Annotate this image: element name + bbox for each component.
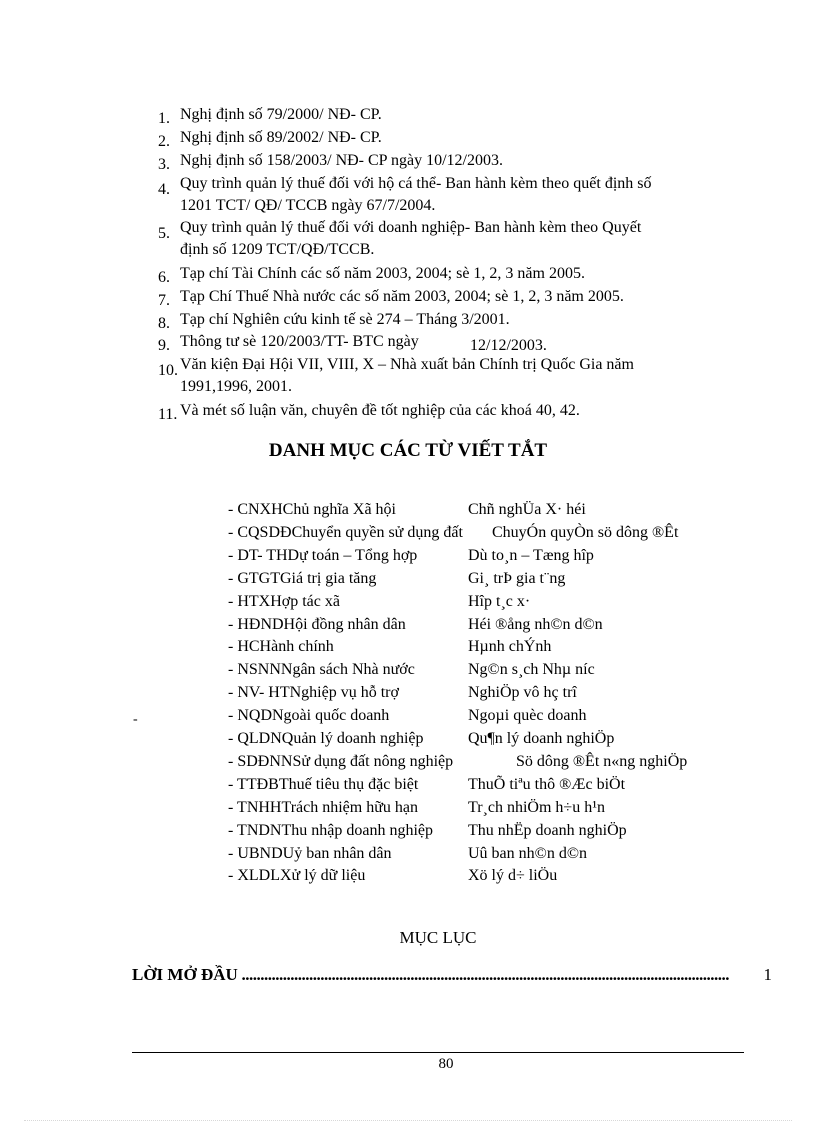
reference-number: 4. [158,181,170,198]
toc-entry[interactable] [132,965,772,985]
abbreviation-full: - TNHHTrách nhiệm hữu hạn [228,798,418,816]
toc-entry-label: LỜI MỞ ĐẦU [132,965,238,984]
toc-entry-page: 1 [763,965,772,984]
page-bottom-border [24,1120,792,1121]
reference-number: 11. [158,406,178,423]
reference-text: Nghị định số 158/2003/ NĐ- CP ngày 10/12/2003. [180,152,503,169]
reference-text: Tạp Chí Thuế Nhà nước các số năm 2003, 2004; sè 1, 2, 3 năm 2005. [180,288,624,305]
abbreviation-full: - UBNDUỷ ban nhân dân [228,844,392,862]
abbreviation-encoded: Ng©n s¸ch Nhµ níc [468,661,595,679]
abbreviation-encoded: Tr¸ch nhiÖm h÷u h¹n [468,798,605,816]
abbreviation-full: - NV- HTNghiệp vụ hỗ trợ [228,684,399,702]
reference-text-line2: 1201 TCT/ QĐ/ TCCB ngày 67/7/2004. [180,197,436,214]
margin-mark: - [133,712,138,727]
reference-text: Tạp chí Nghiên cứu kinh tế sè 274 – Tháng 3/2001. [180,311,510,328]
reference-text: Nghị định số 89/2002/ NĐ- CP. [180,129,382,146]
abbreviation-encoded: Ngoµi quèc doanh [468,707,587,725]
abbreviation-full: - HTXHợp tác xã [228,592,340,610]
abbreviation-encoded: Dù to¸n – Tæng hîp [468,546,594,564]
abbreviation-full: - NSNNNgân sách Nhà nước [228,661,415,679]
abbreviation-full: - CNXHChủ nghĩa Xã hội [228,501,396,518]
reference-text: Nghị định số 79/2000/ NĐ- CP. [180,106,382,123]
page-number: 80 [438,1056,454,1072]
reference-text-date: 12/12/2003. [470,337,547,354]
reference-number: 7. [158,292,170,309]
abbreviation-encoded: Sö dông ®Êt n«ng nghiÖp [516,752,688,770]
abbreviation-full: - QLDNQuản lý doanh nghiệp [228,730,424,747]
reference-number: 8. [158,315,170,332]
abbreviation-encoded: Chñ nghÜa X· héi [468,501,586,518]
abbreviation-encoded: Thu nhËp doanh nghiÖp [468,821,627,839]
reference-number: 6. [158,269,170,286]
reference-number: 1. [158,110,170,127]
reference-number: 2. [158,133,170,150]
reference-text: Và mét số luận văn, chuyên đề tốt nghiệp của các khoá 40, 42. [180,402,580,419]
footer-rule [132,1052,744,1053]
reference-text: Tạp chí Tài Chính các số năm 2003, 2004; sè 1, 2, 3 năm 2005. [180,265,585,282]
abbreviation-encoded: Hîp t¸c x· [468,592,531,610]
abbreviation-encoded: Héi ®ång nh©n d©n [468,615,603,633]
abbreviation-full: - XLDLXử lý dữ liệu [228,867,366,885]
abbreviation-full: - DT- THDự toán – Tổng hợp [228,546,418,564]
abbreviation-full: - TNDNThu nhập doanh nghiệp [228,821,433,839]
abbreviation-encoded: ThuÕ tiªu thô ®Æc biÖt [468,775,626,793]
reference-number: 9. [158,337,170,354]
reference-text-line1: Quy trình quản lý thuế đối với doanh nghiệp- Ban hành kèm theo Quyết [180,219,642,236]
abbreviation-full: - NQDNgoài quốc doanh [228,707,390,725]
abbreviation-encoded: Uû ban nh©n d©n [468,844,587,862]
abbreviation-encoded: Qu¶n lý doanh nghiÖp [468,730,615,747]
abbreviation-encoded: NghiÖp vô hç trî [468,684,577,702]
reference-number: 5. [158,225,170,242]
reference-number: 3. [158,156,170,173]
abbreviation-encoded: Hµnh chÝnh [468,638,552,656]
reference-text-line2: 1991,1996, 2001. [180,378,292,395]
toc-heading: MỤC LỤC [399,928,477,947]
abbreviation-encoded: Gi¸ trÞ gia t¨ng [468,569,566,587]
reference-number: 10. [158,362,178,379]
abbreviation-full: - GTGTGiá trị gia tăng [228,569,377,587]
reference-text-line1: Quy trình quản lý thuế đối với hộ cá thể- Ban hành kèm theo quết định số [180,175,652,192]
abbreviation-full: - HĐNDHội đồng nhân dân [228,615,406,633]
reference-text-line2: định số 1209 TCT/QĐ/TCCB. [180,241,375,258]
toc-leader-dots: .................................................................................................................................. [237,965,730,984]
abbreviation-full: - HCHành chính [228,638,334,656]
abbreviation-full: - SDĐNNSử dụng đất nông nghiệp [228,752,454,770]
abbreviation-full: - CQSDĐChuyển quyền sử dụng đất [228,523,463,541]
abbreviation-heading: DANH MỤC CÁC TỪ VIẾT TẮT [268,440,548,461]
abbreviation-encoded: ChuyÓn quyÒn sö dông ®Êt [492,523,679,541]
abbreviation-encoded: Xö lý d÷ liÖu [468,867,558,885]
reference-text-line1: Văn kiện Đại Hội VII, VIII, X – Nhà xuất bản Chính trị Quốc Gia năm [180,356,634,373]
reference-text: Thông tư sè 120/2003/TT- BTC ngày [180,333,419,350]
abbreviation-full: - TTĐBThuế tiêu thụ đặc biệt [228,775,419,793]
